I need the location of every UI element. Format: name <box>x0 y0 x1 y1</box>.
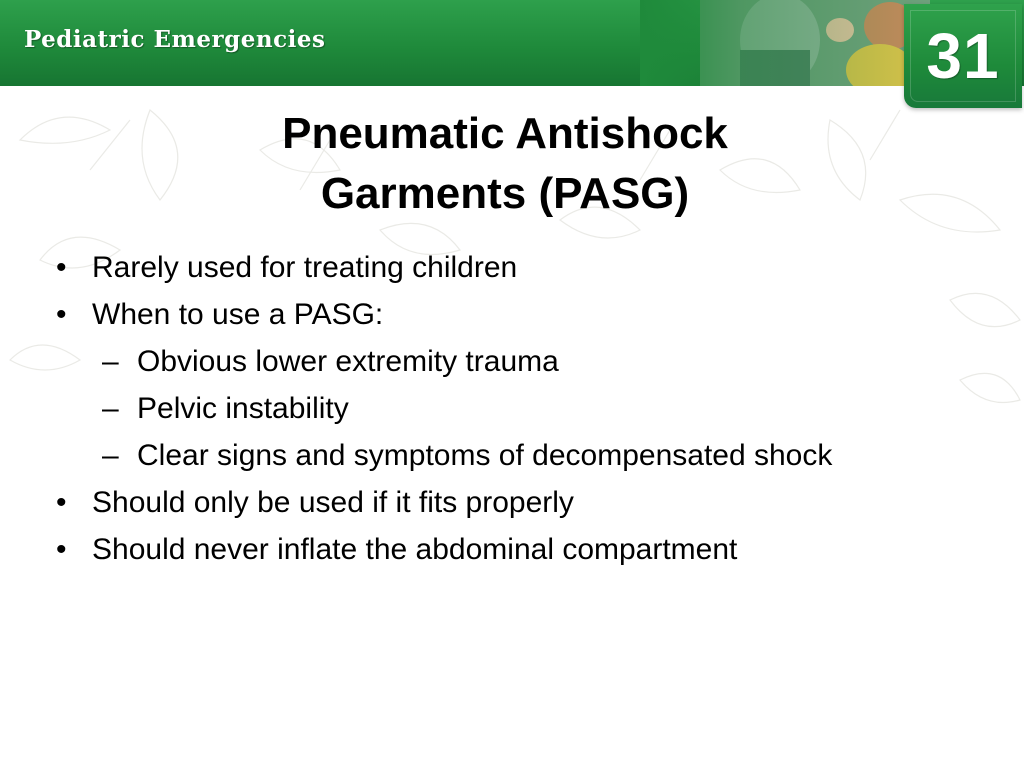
bullet-marker: • <box>56 533 67 566</box>
sub-bullet-text: Obvious lower extremity trauma <box>137 345 559 378</box>
bullet-item <box>52 246 992 293</box>
bullet-text: Should never inflate the abdominal compartment <box>92 533 738 566</box>
header-band <box>0 0 1024 86</box>
header-title: Pediatric Emergencies <box>24 26 326 53</box>
sub-bullet-text: Clear signs and symptoms of decompensated shock <box>137 439 833 472</box>
bullet-marker: • <box>56 251 67 284</box>
sub-bullet-item <box>52 340 992 387</box>
dash-marker: – <box>102 345 119 378</box>
slide-title <box>120 104 890 224</box>
bullet-text: When to use a PASG: <box>92 298 384 331</box>
bullet-item <box>52 528 992 575</box>
bullet-item <box>52 481 992 528</box>
bullet-marker: • <box>56 486 67 519</box>
bullet-list <box>52 246 992 575</box>
bullet-item <box>52 293 992 340</box>
dash-marker: – <box>102 392 119 425</box>
sub-bullet-item <box>52 434 992 481</box>
slide-title-line-2: Garments (PASG) <box>320 169 690 218</box>
chapter-badge <box>904 4 1022 108</box>
header-photo-image <box>640 0 930 86</box>
slide-title-line-1: Pneumatic Antishock <box>282 109 728 158</box>
bullet-text: Rarely used for treating children <box>92 251 518 284</box>
bullet-marker: • <box>56 298 67 331</box>
bullet-text: Should only be used if it fits properly <box>92 486 574 519</box>
sub-bullet-text: Pelvic instability <box>137 392 349 425</box>
dash-marker: – <box>102 439 119 472</box>
sub-bullet-item <box>52 387 992 434</box>
chapter-number: 31 <box>926 20 1000 92</box>
